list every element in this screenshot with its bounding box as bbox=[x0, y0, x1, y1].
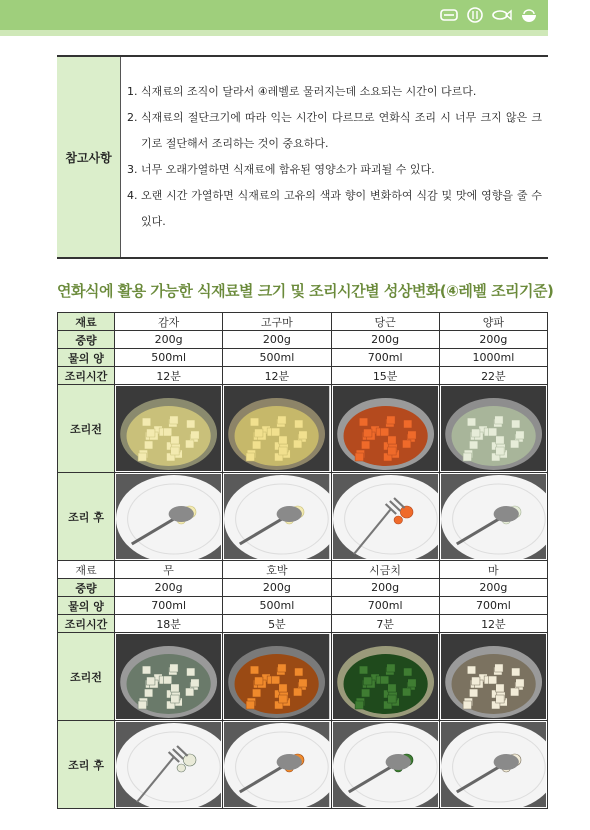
row-header: 조리전 bbox=[58, 385, 115, 473]
cell-time: 12분 bbox=[439, 615, 547, 633]
reference-item bbox=[127, 183, 542, 235]
cook-time-row bbox=[58, 367, 548, 385]
row-header: 조리 후 bbox=[58, 473, 115, 561]
photo-cell bbox=[439, 473, 547, 561]
yam-spoon-photo bbox=[441, 722, 546, 807]
cell-time: 7분 bbox=[331, 615, 439, 633]
row-header: 중량 bbox=[58, 579, 115, 597]
cell-water: 700ml bbox=[331, 349, 439, 367]
header-underline bbox=[0, 30, 548, 36]
cell-time: 12분 bbox=[115, 367, 223, 385]
reference-item-number: 3. bbox=[127, 163, 138, 176]
reference-item-text: 오랜 시간 가열하면 식재료의 고유의 색과 향이 변화하여 식감 및 맛에 영향을 줄 수 있다. bbox=[141, 189, 542, 228]
potato-cubes-pot-photo bbox=[116, 386, 221, 471]
reference-item bbox=[127, 79, 542, 105]
row-header: 조리시간 bbox=[58, 367, 115, 385]
row-header: 조리 후 bbox=[58, 721, 115, 809]
cell-time: 5분 bbox=[223, 615, 331, 633]
mashed-potato-spoon-photo bbox=[116, 474, 221, 559]
cell-name: 무 bbox=[115, 561, 223, 579]
after-cooking-row bbox=[58, 473, 548, 561]
cell-time: 12분 bbox=[223, 367, 331, 385]
before-cooking-row bbox=[58, 385, 548, 473]
cell-water: 700ml bbox=[115, 597, 223, 615]
photo-cell bbox=[439, 633, 547, 721]
photo-cell bbox=[331, 633, 439, 721]
reference-item bbox=[127, 157, 542, 183]
reference-item-number: 1. bbox=[127, 85, 138, 98]
row-header: 재료 bbox=[58, 313, 115, 331]
photo-cell bbox=[439, 385, 547, 473]
reference-list bbox=[127, 79, 542, 235]
reference-box bbox=[57, 55, 548, 259]
reference-item-text: 식재료의 절단크기에 따라 익는 시간이 다르므로 연화식 조리 시 너무 크지 않은 크기로 절단해서 조리하는 것이 중요하다. bbox=[141, 111, 542, 150]
cell-name: 마 bbox=[439, 561, 547, 579]
pumpkin-spoon-photo bbox=[224, 722, 329, 807]
cell-water: 500ml bbox=[115, 349, 223, 367]
weight-row bbox=[58, 579, 548, 597]
yam-cubes-pot-photo bbox=[441, 634, 546, 719]
sweet-potato-cubes-pot-photo bbox=[224, 386, 329, 471]
cell-name: 당근 bbox=[331, 313, 439, 331]
spinach-pot-photo bbox=[333, 634, 438, 719]
row-header: 재료 bbox=[58, 561, 115, 579]
water-row bbox=[58, 349, 548, 367]
reference-item-number: 4. bbox=[127, 189, 138, 202]
cell-weight: 200g bbox=[115, 331, 223, 349]
reference-item-text: 너무 오래가열하면 식재료에 함유된 영양소가 파괴될 수 있다. bbox=[141, 163, 435, 176]
pumpkin-cubes-pot-photo bbox=[224, 634, 329, 719]
row-header: 조리전 bbox=[58, 633, 115, 721]
onion-pieces-pot-photo bbox=[441, 386, 546, 471]
radish-fork-photo bbox=[116, 722, 221, 807]
cell-water: 500ml bbox=[223, 349, 331, 367]
cell-name: 양파 bbox=[439, 313, 547, 331]
fish-icon bbox=[492, 7, 512, 23]
food-icon bbox=[466, 7, 484, 23]
photo-cell bbox=[439, 721, 547, 809]
section-title: 연화식에 활용 가능한 식재료별 크기 및 조리시간별 성상변화(④레벨 조리기준) bbox=[57, 282, 554, 300]
cell-weight: 200g bbox=[223, 331, 331, 349]
spinach-spoon-photo bbox=[333, 722, 438, 807]
row-header: 중량 bbox=[58, 331, 115, 349]
header-icons bbox=[440, 7, 538, 23]
photo-cell bbox=[223, 721, 331, 809]
ingredient-row bbox=[58, 313, 548, 331]
photo-cell bbox=[223, 473, 331, 561]
cell-time: 22분 bbox=[439, 367, 547, 385]
photo-cell bbox=[331, 473, 439, 561]
ingredient-row bbox=[58, 561, 548, 579]
reference-label: 참고사항 bbox=[57, 57, 121, 257]
photo-cell bbox=[115, 721, 223, 809]
photo-cell bbox=[223, 385, 331, 473]
row-header: 물의 양 bbox=[58, 597, 115, 615]
water-row bbox=[58, 597, 548, 615]
rice-bowl-icon bbox=[520, 7, 538, 23]
cell-time: 15분 bbox=[331, 367, 439, 385]
cell-weight: 200g bbox=[439, 579, 547, 597]
reference-item-number: 2. bbox=[127, 111, 138, 124]
header-bar bbox=[0, 0, 548, 30]
carrot-cubes-pot-photo bbox=[333, 386, 438, 471]
cell-name: 호박 bbox=[223, 561, 331, 579]
cell-name: 시금치 bbox=[331, 561, 439, 579]
reference-item bbox=[127, 105, 542, 157]
cell-weight: 200g bbox=[115, 579, 223, 597]
cell-name: 고구마 bbox=[223, 313, 331, 331]
cook-time-row bbox=[58, 615, 548, 633]
onion-spoon-photo bbox=[441, 474, 546, 559]
bowl-icon bbox=[440, 7, 458, 23]
carrot-fork-photo bbox=[333, 474, 438, 559]
radish-cubes-pot-photo bbox=[116, 634, 221, 719]
cell-weight: 200g bbox=[331, 579, 439, 597]
photo-cell bbox=[115, 385, 223, 473]
weight-row bbox=[58, 331, 548, 349]
mashed-sweet-potato-spoon-photo bbox=[224, 474, 329, 559]
cell-name: 감자 bbox=[115, 313, 223, 331]
photo-cell bbox=[331, 721, 439, 809]
cell-weight: 200g bbox=[439, 331, 547, 349]
cell-weight: 200g bbox=[223, 579, 331, 597]
before-cooking-row bbox=[58, 633, 548, 721]
cell-water: 1000ml bbox=[439, 349, 547, 367]
cell-weight: 200g bbox=[331, 331, 439, 349]
reference-item-text: 식재료의 조직이 달라서 ④레벨로 물러지는데 소요되는 시간이 다르다. bbox=[141, 85, 477, 98]
cell-time: 18분 bbox=[115, 615, 223, 633]
cell-water: 700ml bbox=[439, 597, 547, 615]
after-cooking-row bbox=[58, 721, 548, 809]
row-header: 물의 양 bbox=[58, 349, 115, 367]
photo-cell bbox=[115, 633, 223, 721]
row-header: 조리시간 bbox=[58, 615, 115, 633]
photo-cell bbox=[223, 633, 331, 721]
photo-cell bbox=[331, 385, 439, 473]
cell-water: 700ml bbox=[331, 597, 439, 615]
ingredient-table bbox=[57, 312, 548, 809]
photo-cell bbox=[115, 473, 223, 561]
cell-water: 500ml bbox=[223, 597, 331, 615]
